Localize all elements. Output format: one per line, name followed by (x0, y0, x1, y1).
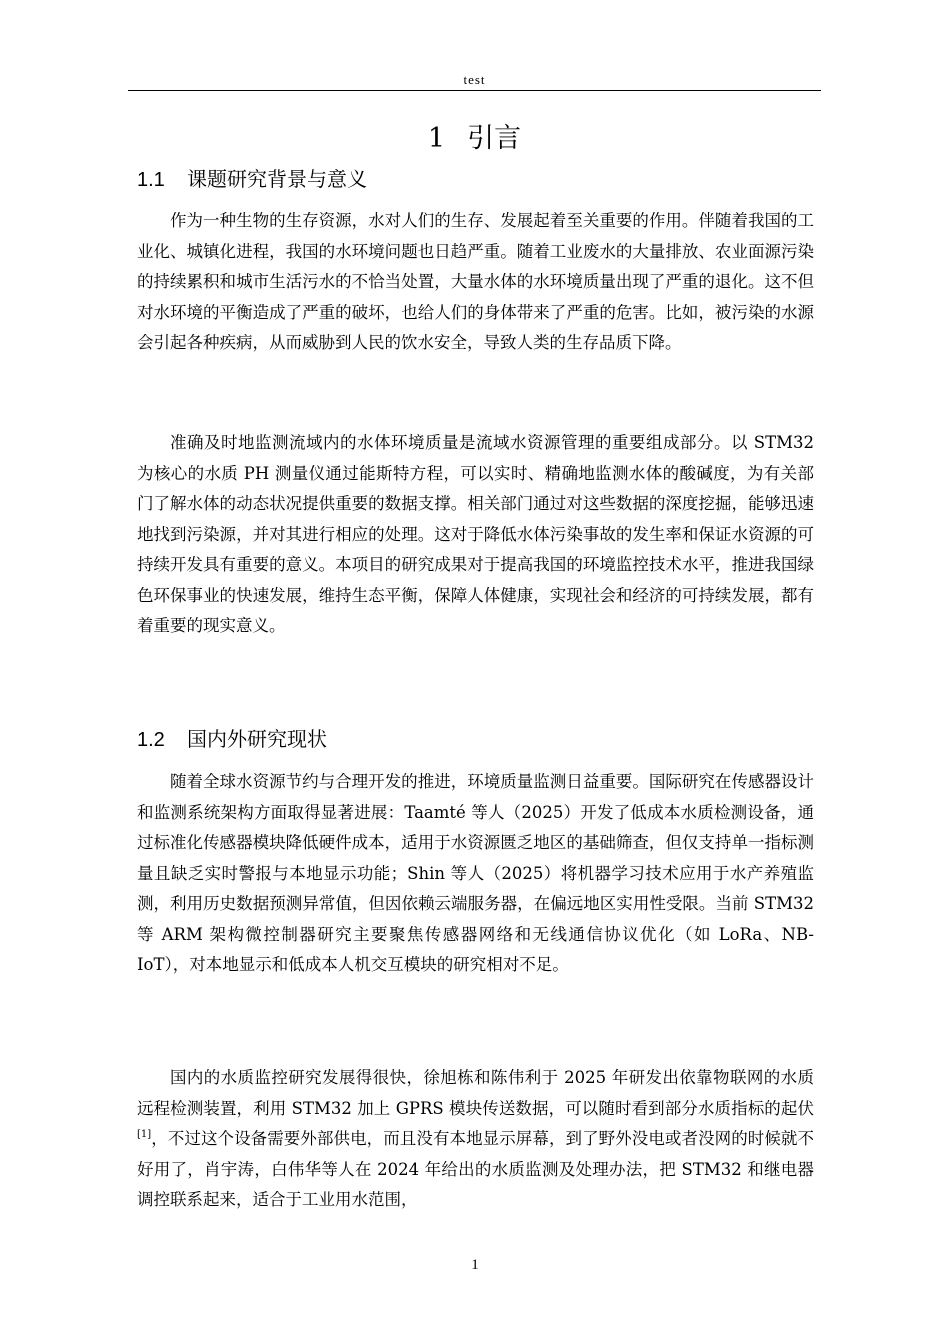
page-number: 1 (471, 1257, 479, 1273)
section-number: 1.2 (137, 729, 165, 751)
chapter-title (128, 117, 821, 161)
chapter-title-text: 引言 (467, 123, 522, 154)
paragraph-text-part: ，不过这个设备需要外部供电，而且没有本地显示屏幕，到了野外没电或者没网的时候就不好用了，肖宇涛，白伟华等人在 2024 年给出的水质监测及处理办法，把 STM32 和继电器调控联系起来，适合于工业用水范围， (137, 1129, 814, 1209)
paragraph-significance: 准确及时地监测流域内的水体环境质量是流域水资源管理的重要组成部分。以 STM32 为核心的水质 PH 测量仪通过能斯特方程，可以实时、精确地监测水体的酸碱度，为有关部门了解水体的动态状况提供重要的数据支撑。相关部门通过对这些数据的深度挖掘，能够迅速地找到污染源，并对其进行相应的处理。这对于降低水体污染事故的发生率和保证水资源的可持续开发具有重要的意义。本项目的研究成果对于提高我国的环境监控技术水平，推进我国绿色环保事业的快速发展，维持生态平衡，保障人体健康，实现社会和经济的可持续发展，都有着重要的现实意义。 (137, 433, 814, 635)
paragraph-international-research: 随着全球水资源节约与合理开发的推进，环境质量监测日益重要。国际研究在传感器设计和监测系统架构方面取得显著进展：Taamté 等人（2025）开发了低成本水质检测设备，通过标准化传感器模块降低硬件成本，适用于水资源匮乏地区的基础筛查，但仅支持单一指标测量且缺乏实时警报与本地显示功能；Shin 等人（2025）将机器学习技术应用于水产养殖监测，利用历史数据预测异常值，但因依赖云端服务器，在偏远地区实用性受限。当前 STM32 等 ARM 架构微控制器研究主要聚焦传感器网络和无线通信协议优化（如 LoRa、NB-IoT），对本地显示和低成本人机交互模块的研究相对不足。 (137, 772, 814, 974)
section-heading-1-1 (137, 164, 367, 195)
section-heading-1-2 (137, 724, 327, 755)
citation-ref[interactable]: [1] (137, 1129, 152, 1140)
section-number: 1.1 (137, 169, 165, 191)
section-title: 课题研究背景与意义 (187, 167, 367, 191)
page-header (128, 71, 821, 91)
header-text: test (463, 72, 486, 87)
paragraph-text-part: 国内的水质监控研究发展得很快，徐旭栋和陈伟利于 2025 年研发出依靠物联网的水质远程检测装置，利用 STM32 加上 GPRS 模块传送数据，可以随时看到部分水质指标的起伏 (137, 1068, 814, 1118)
paragraph-background: 作为一种生物的生存资源，水对人们的生存、发展起着至关重要的作用。伴随着我国的工业化、城镇化进程，我国的水环境问题也日趋严重。随着工业废水的大量排放、农业面源污染的持续累积和城市生活污水的不恰当处置，大量水体的水环境质量出现了严重的退化。这不但对水环境的平衡造成了严重的破坏，也给人们的身体带来了严重的危害。比如，被污染的水源会引起各种疾病，从而威胁到人民的饮水安全，导致人类的生存品质下降。 (137, 211, 814, 352)
section-title: 国内外研究现状 (187, 727, 327, 751)
paragraph-domestic-research (137, 1063, 814, 1216)
chapter-number: 1 (427, 123, 446, 154)
